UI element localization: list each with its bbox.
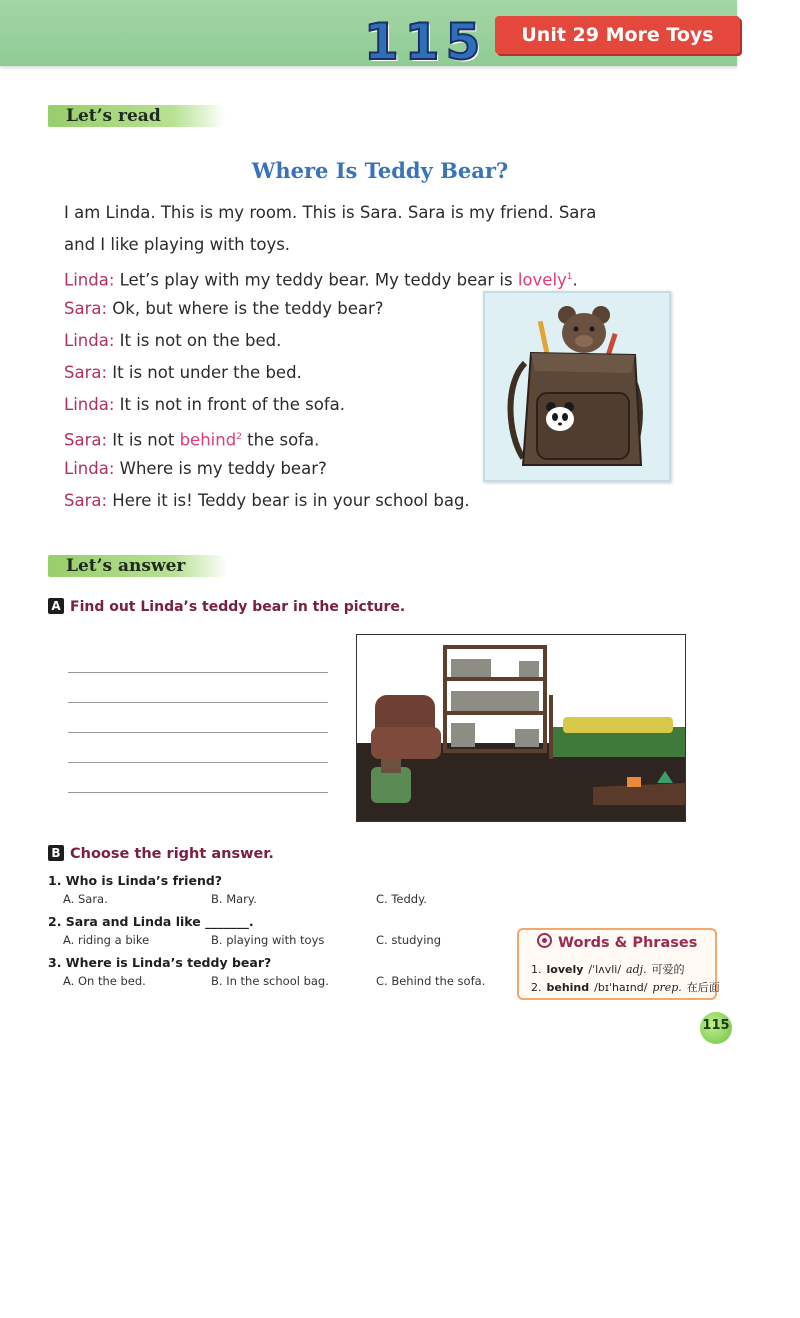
dialogue-line: [64, 357, 302, 389]
story-intro: I am Linda. This is my room. This is Sara. Sara is my friend. Sara and I like playing with toys.: [64, 203, 597, 254]
dialogue-text: Let’s play with my teddy bear. My teddy bear is: [114, 270, 518, 290]
school-bag-picture: [483, 291, 671, 482]
answer-option-a[interactable]: A. Sara.: [63, 892, 108, 906]
speaker-name: Sara:: [64, 363, 108, 382]
dialogue-text: Ok, but where is the teddy bear?: [107, 299, 384, 318]
vocab-word: behind: [179, 430, 237, 450]
dialogue-line: [64, 485, 470, 517]
dialogue-text: Here it is! Teddy bear is in your school bag.: [107, 491, 470, 510]
dialogue-text-after: .: [572, 270, 578, 290]
speaker-name: Linda:: [64, 459, 115, 478]
answer-option-c[interactable]: C. studying: [376, 933, 442, 947]
speaker-name: Linda:: [64, 395, 115, 414]
word-term: behind: [546, 981, 590, 994]
speaker-name: Sara:: [64, 491, 108, 510]
page-number-header: 115: [364, 13, 487, 71]
word-phonetic: /bɪˈhaɪnd/: [594, 981, 648, 994]
question-text: 3. Where is Linda’s teddy bear?: [48, 955, 272, 970]
dialogue-text: It is not: [107, 430, 180, 450]
footnote-marker: 2: [236, 432, 242, 442]
school-bag-illustration: [485, 293, 669, 480]
answer-line-1[interactable]: [68, 672, 328, 673]
part-a-letter: A: [48, 598, 64, 614]
lets-answer-header: [48, 555, 228, 577]
dialogue-line: [64, 293, 384, 325]
word-phonetic: /ˈlʌvli/: [588, 963, 622, 976]
dialogue-text-after: the sofa.: [241, 430, 320, 450]
word-number: 2.: [531, 981, 542, 994]
answer-option-a[interactable]: A. On the bed.: [63, 974, 146, 988]
answer-line-3[interactable]: [68, 732, 328, 733]
footnote-marker: 1: [566, 272, 573, 282]
lets-read-header: [48, 105, 226, 127]
page-number-footer: 115: [702, 1018, 730, 1033]
story-title: Where Is Teddy Bear?: [251, 158, 509, 183]
speaker-name: Sara:: [64, 430, 108, 450]
word-entry: [531, 979, 725, 995]
word-part-of-speech: adj.: [626, 963, 647, 976]
dialogue-line: [64, 389, 345, 421]
speaker-name: Linda:: [64, 331, 115, 350]
word-entry: [531, 961, 690, 977]
lets-answer-label: Let’s answer: [66, 556, 186, 576]
words-phrases-title: Words & Phrases: [537, 933, 697, 951]
dialogue-text: It is not in front of the sofa.: [114, 395, 346, 414]
part-a-instruction-row: [48, 598, 405, 615]
question-text: 2. Sara and Linda like _______.: [48, 914, 254, 929]
lets-read-label: Let’s read: [66, 106, 161, 126]
speaker-name: Linda:: [64, 270, 115, 290]
answer-line-4[interactable]: [68, 762, 328, 763]
dialogue-line: [64, 325, 281, 357]
word-meaning: 在后面: [686, 981, 720, 994]
answer-option-b[interactable]: B. Mary.: [211, 892, 257, 906]
question-text: 1. Who is Linda’s friend?: [48, 873, 223, 888]
dialogue-text: Where is my teddy bear?: [114, 459, 327, 478]
target-icon: [537, 933, 552, 948]
word-meaning: 可爱的: [651, 963, 685, 976]
vocab-word: lovely: [517, 270, 567, 290]
dialogue-text: It is not under the bed.: [107, 363, 302, 382]
dialogue-line: [64, 421, 319, 457]
speaker-name: Sara:: [64, 299, 108, 318]
answer-line-2[interactable]: [68, 702, 328, 703]
room-picture: [356, 634, 686, 822]
answer-option-c[interactable]: C. Teddy.: [376, 892, 427, 906]
answer-option-c[interactable]: C. Behind the sofa.: [376, 974, 486, 988]
room-illustration: [357, 635, 685, 821]
part-b-letter: B: [48, 845, 64, 861]
answer-option-a[interactable]: A. riding a bike: [63, 933, 150, 947]
dialogue-text: It is not on the bed.: [114, 331, 282, 350]
part-b-instruction: Choose the right answer.: [70, 846, 274, 862]
part-b-instruction-row: [48, 845, 274, 862]
word-part-of-speech: prep.: [652, 981, 682, 994]
unit-title-tab: Unit 29 More Toys: [495, 16, 740, 54]
word-term: lovely: [546, 963, 584, 976]
part-a-instruction: Find out Linda’s teddy bear in the picture.: [70, 599, 406, 615]
answer-option-b[interactable]: B. playing with toys: [211, 933, 325, 947]
dialogue-line: [64, 453, 327, 485]
answer-option-b[interactable]: B. In the school bag.: [211, 974, 329, 988]
answer-line-5[interactable]: [68, 792, 328, 793]
word-number: 1.: [531, 963, 542, 976]
